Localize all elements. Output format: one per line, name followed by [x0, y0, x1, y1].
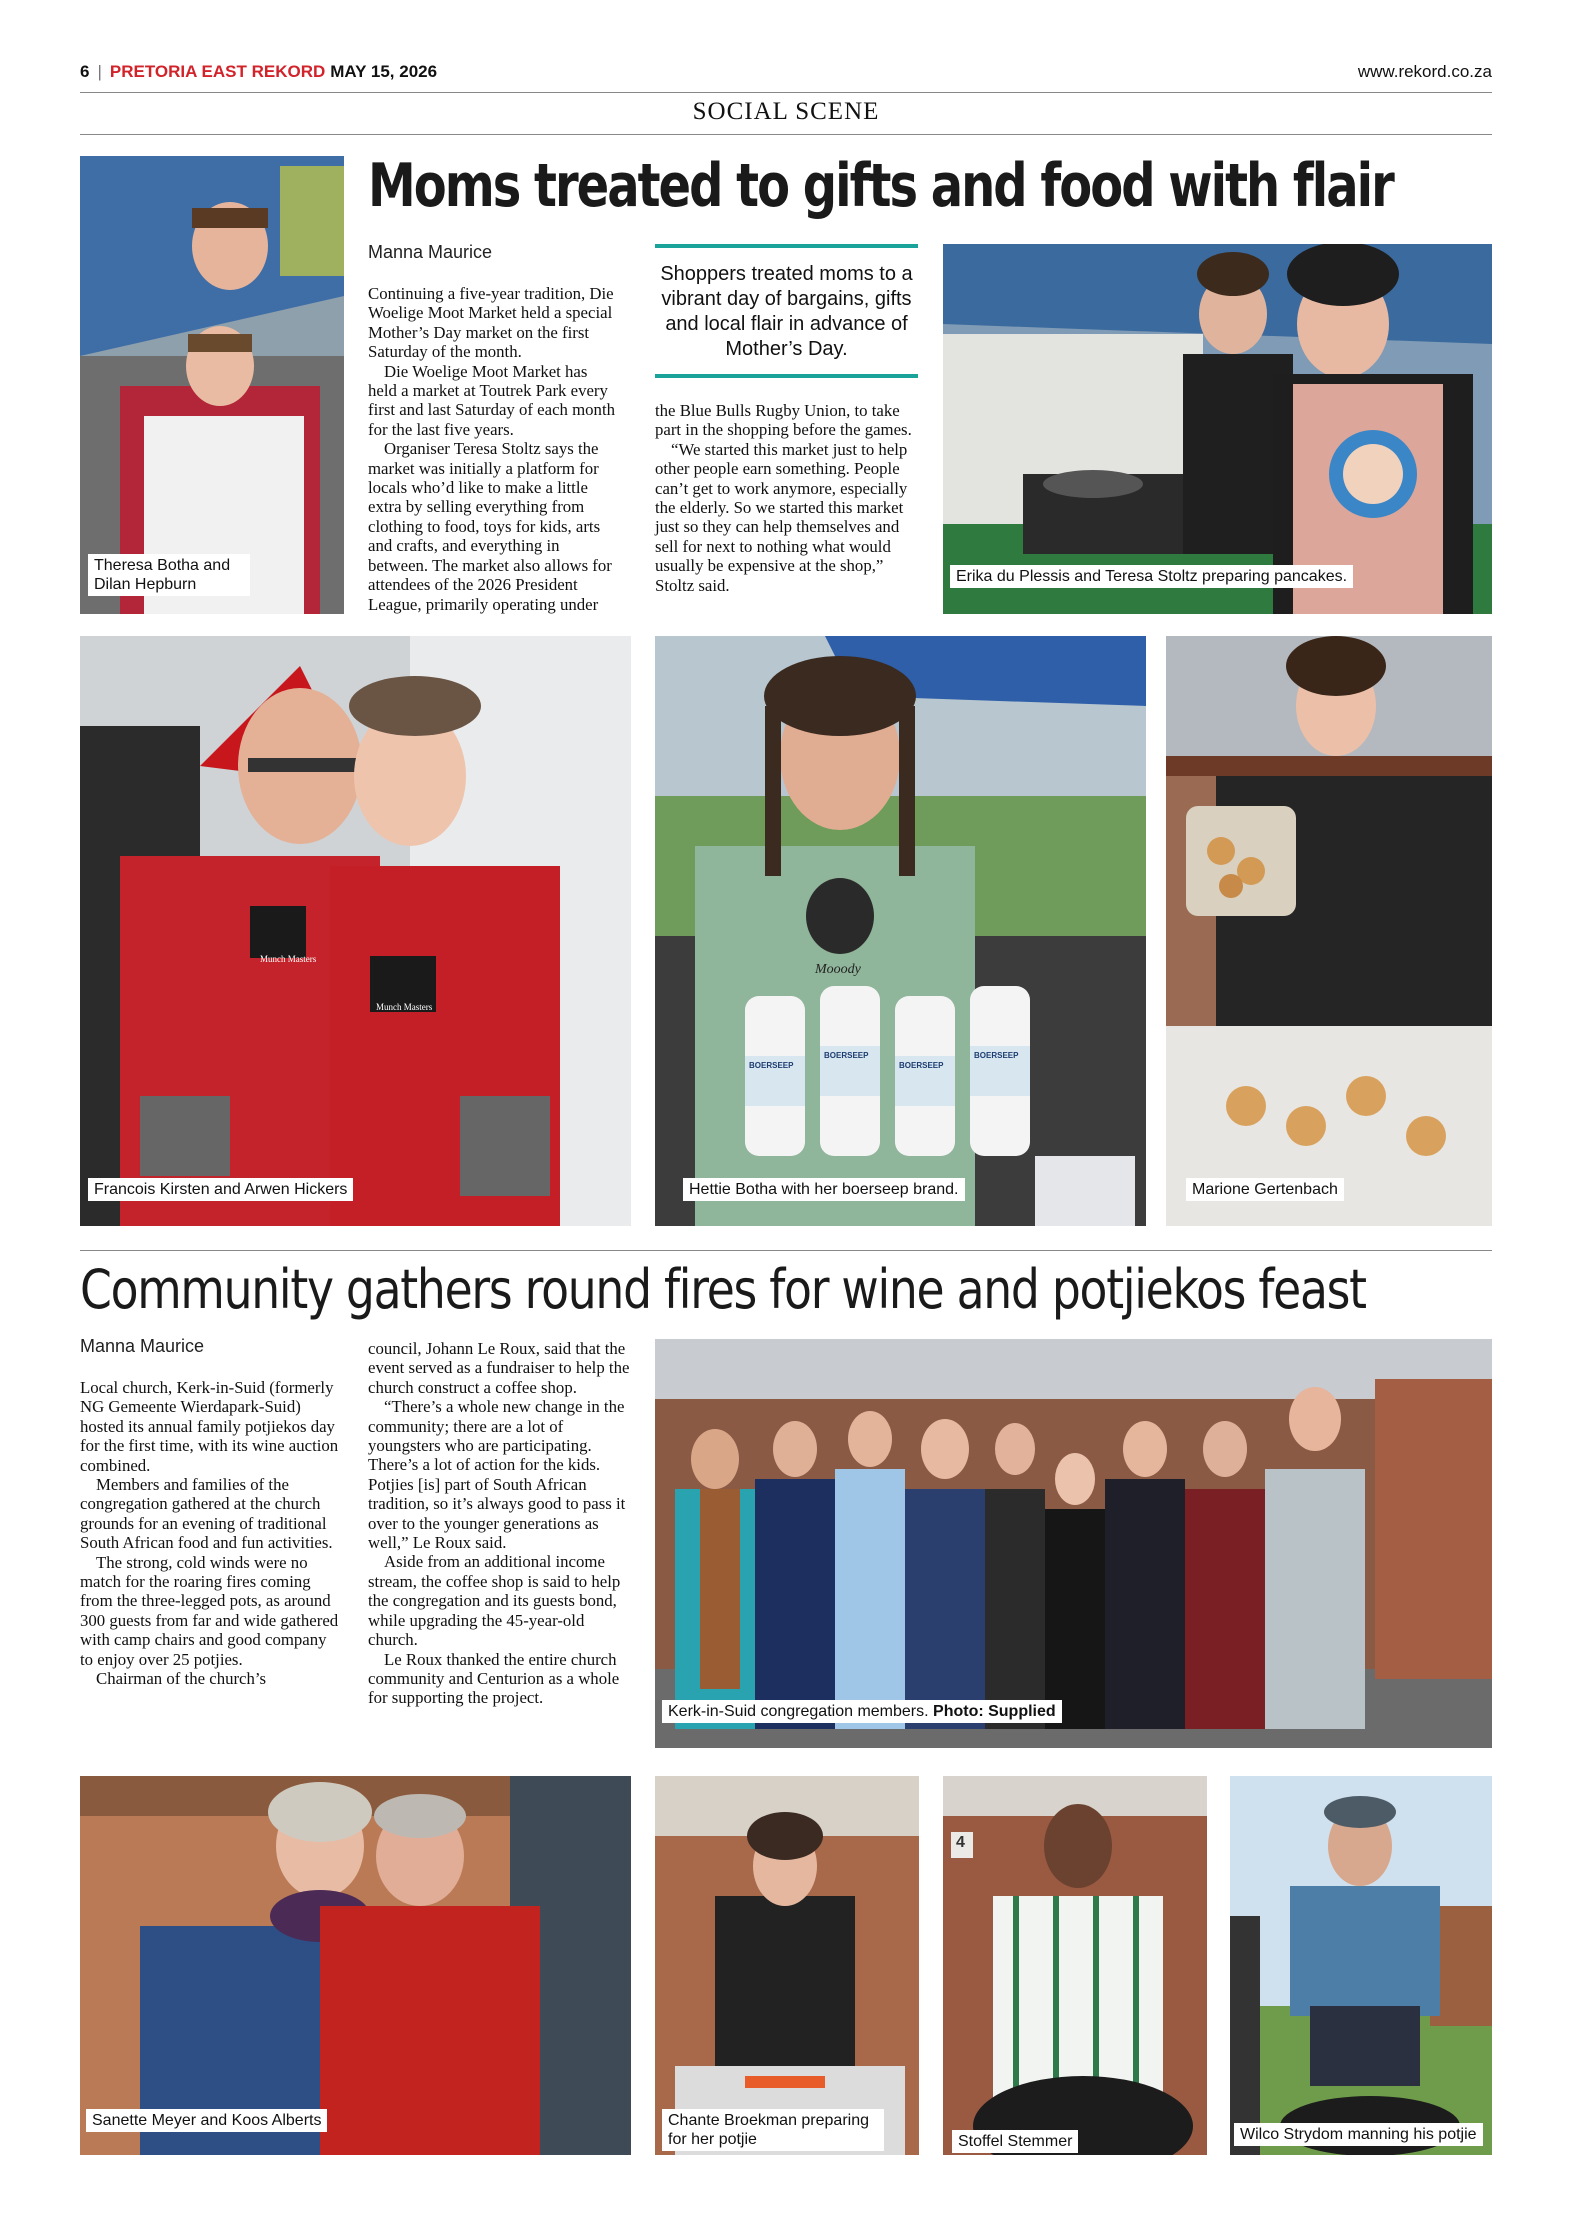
article1-column-1 — [368, 284, 620, 614]
photo-francois-arwen — [80, 636, 631, 1226]
paragraph: the Blue Bulls Rugby Union, to take part in the shopping before the games. — [655, 401, 912, 440]
photo-chante — [655, 1776, 919, 2155]
photo-credit: Photo: Supplied — [933, 1703, 1056, 1720]
apron-logo-left: Munch Masters — [260, 954, 317, 964]
wall-number: 4 — [956, 1834, 965, 1851]
issue-date: MAY 15, 2026 — [330, 62, 438, 81]
photo-wilco — [1230, 1776, 1492, 2155]
apron-logo-right: Munch Masters — [376, 1002, 433, 1012]
bottle-label: BOERSEEP — [974, 1051, 1019, 1060]
bottle-label: BOERSEEP — [899, 1061, 944, 1070]
section-title: SOCIAL SCENE — [692, 98, 880, 125]
paragraph: Continuing a five-year tradition, Die Woelige Moot Market held a special Mother’s Day market on the first Saturday of the month. — [368, 284, 614, 362]
photo-sanette-koos — [80, 1776, 631, 2155]
caption-sanette-koos: Sanette Meyer and Koos Alberts — [86, 2109, 327, 2132]
photo-erika-teresa — [943, 244, 1492, 614]
publication-name: PRETORIA EAST REKORD — [109, 62, 326, 81]
caption-marione: Marione Gertenbach — [1186, 1178, 1344, 1201]
paragraph: council, Johann Le Roux, said that the event served as a fundraiser to help the church construct a coffee shop. — [368, 1339, 630, 1397]
article1-headline: Moms treated to gifts and food with flair — [368, 151, 1393, 221]
caption-francois-arwen: Francois Kirsten and Arwen Hickers — [88, 1178, 353, 1201]
caption-stoffel: Stoffel Stemmer — [952, 2130, 1078, 2153]
caption-hettie: Hettie Botha with her boerseep brand. — [683, 1178, 965, 1201]
header-rule — [80, 92, 1492, 93]
section-rule — [80, 134, 1492, 135]
paragraph: Organiser Teresa Stoltz says the market was initially a platform for locals who’d like to make a little extra by selling everything from clothing to food, toys for kids, arts and crafts, and everything in between. The market also allows for attendees of the 2026 President League, primarily operating under — [368, 439, 612, 614]
page-number: 6 — [80, 62, 90, 81]
paragraph: Die Woelige Moot Market has held a market at Toutrek Park every first and last Saturday of each month for the last five years. — [368, 361, 615, 439]
photo-congregation-group — [655, 1339, 1492, 1748]
shirt-print: Mooody — [815, 962, 861, 977]
article1-byline: Manna Maurice — [368, 242, 493, 262]
article2-column-2 — [368, 1339, 630, 1708]
paragraph: “We started this market just to help other people earn something. People can’t get to work anymore, especially the elderly. So we started this market just so they can help themselves and sell for next to nothing what would usually be expensive at the shop,” Stoltz said. — [655, 439, 908, 595]
website-link[interactable]: www.rekord.co.za — [1357, 62, 1492, 81]
header-separator: | — [97, 62, 102, 81]
photo-theresa-dilan — [80, 156, 344, 614]
page-header-left — [80, 62, 437, 82]
caption-wilco: Wilco Strydom manning his potjie — [1234, 2123, 1483, 2146]
paragraph: Aside from an additional income stream, the coffee shop is said to help the congregation and its guests bond, while upgrading the 45-year-old church. — [368, 1552, 621, 1650]
photo-marione — [1166, 636, 1492, 1226]
bottle-label: BOERSEEP — [749, 1061, 794, 1070]
bottle-label: BOERSEEP — [824, 1051, 869, 1060]
paragraph: Members and families of the congregation gathered at the church grounds for an evening of traditional South African food and fun activities. — [80, 1475, 333, 1553]
caption-group: Kerk-in-Suid congregation members. Photo: Supplied — [662, 1700, 1062, 1723]
photo-stoffel — [943, 1776, 1207, 2155]
article2-byline: Manna Maurice — [80, 1336, 205, 1356]
paragraph: The strong, cold winds were no match for the roaring fires coming from the three-legged pots, as around 300 guests from far and wide gathered with camp chairs and good company to enjoy over 25 potjies. — [80, 1552, 339, 1669]
paragraph: Le Roux thanked the entire church community and Centurion as a whole for supporting the project. — [368, 1649, 620, 1708]
pull-quote: Shoppers treated moms to a vibrant day of bargains, gifts and local flair in advance of Mother’s Day. — [655, 244, 918, 378]
paragraph: “There’s a whole new change in the community; there are a lot of youngsters who are participating. There’s a lot of action for the kids. Potjies [is] part of South African tradition, so it’s always good to pass it over to the younger generations as well,” Le Roux said. — [368, 1397, 626, 1553]
paragraph: Local church, Kerk-in-Suid (formerly NG Gemeente Wierdapark-Suid) hosted its annual family potjiekos day for the first time, with its wine auction combined. — [80, 1378, 339, 1475]
caption-theresa-dilan: Theresa Botha and Dilan Hepburn — [88, 554, 250, 596]
article2-column-1 — [80, 1378, 342, 1689]
photo-hettie-botha — [655, 636, 1146, 1226]
caption-chante: Chante Broekman preparing for her potjie — [662, 2109, 884, 2151]
caption-erika-teresa: Erika du Plessis and Teresa Stoltz preparing pancakes. — [950, 565, 1353, 588]
article1-column-2 — [655, 401, 919, 595]
paragraph: Chairman of the church’s — [96, 1669, 267, 1689]
article2-headline: Community gathers round fires for wine and potjiekos feast — [80, 1258, 1366, 1321]
article-divider — [80, 1250, 1492, 1251]
